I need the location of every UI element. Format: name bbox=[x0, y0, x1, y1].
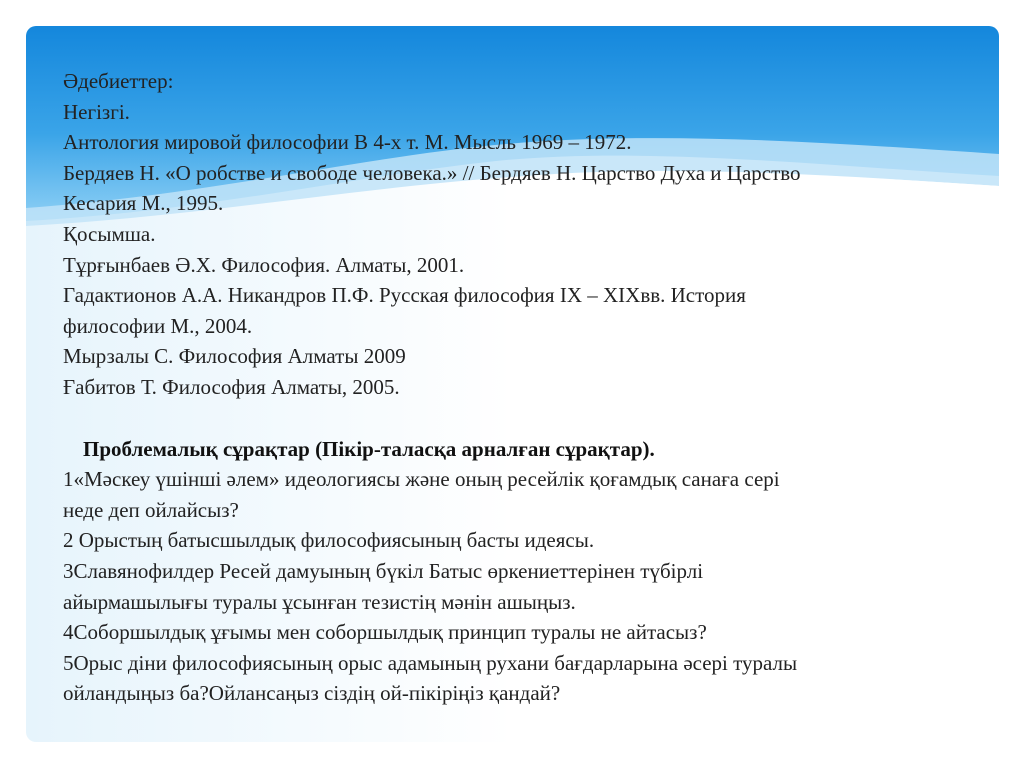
literature-item: Антология мировой философии В 4-х т. М. Мысль 1969 – 1972. bbox=[63, 130, 632, 155]
question-line: 5Орыс діни философиясының орыс адамының рухани бағдарларына әсері туралы bbox=[63, 650, 798, 675]
literature-item: Мырзалы С. Философия Алматы 2009 bbox=[63, 344, 406, 369]
question-line: айырмашылығы туралы ұсынған тезистің мәнін ашыңыз. bbox=[63, 589, 576, 614]
additional-literature-label: Қосымша. bbox=[63, 221, 156, 246]
slide-content bbox=[63, 66, 983, 709]
spacer bbox=[63, 403, 983, 434]
questions-heading: Проблемалық сұрақтар (Пікір-таласқа арналған сұрақтар). bbox=[83, 436, 655, 461]
question-line: 1«Мәскеу үшінші әлем» идеологиясы және оның ресейлік қоғамдық санаға сері bbox=[63, 467, 780, 492]
literature-item: Кесария М., 1995. bbox=[63, 191, 224, 216]
question-line: 4Соборшылдық ұғымы мен соборшылдық принцип туралы не айтасыз? bbox=[63, 620, 707, 645]
question-line: 2 Орыстың батысшылдық философиясының басты идеясы. bbox=[63, 528, 595, 553]
question-line: неде деп ойлайсыз? bbox=[63, 497, 239, 522]
literature-item: философии М., 2004. bbox=[63, 313, 253, 338]
literature-item: Гадактионов А.А. Никандров П.Ф. Русская философия IX – XIXвв. История bbox=[63, 283, 746, 308]
literature-item: Тұрғынбаев Ә.Х. Философия. Алматы, 2001. bbox=[63, 252, 465, 277]
literature-title: Әдебиеттер: bbox=[63, 69, 174, 93]
main-literature-label: Негізгі. bbox=[63, 99, 130, 124]
literature-item: Бердяев Н. «О робстве и свободе человека.» // Бердяев Н. Царство Духа и Царство bbox=[63, 160, 801, 185]
literature-item: Ғабитов Т. Философия Алматы, 2005. bbox=[63, 374, 400, 399]
question-line: 3Славянофилдер Ресей дамуының бүкіл Батыс өркениеттерінен түбірлі bbox=[63, 558, 704, 583]
question-line: ойландыңыз ба?Ойлансаңыз сіздің ой-пікіріңіз қандай? bbox=[63, 681, 561, 706]
